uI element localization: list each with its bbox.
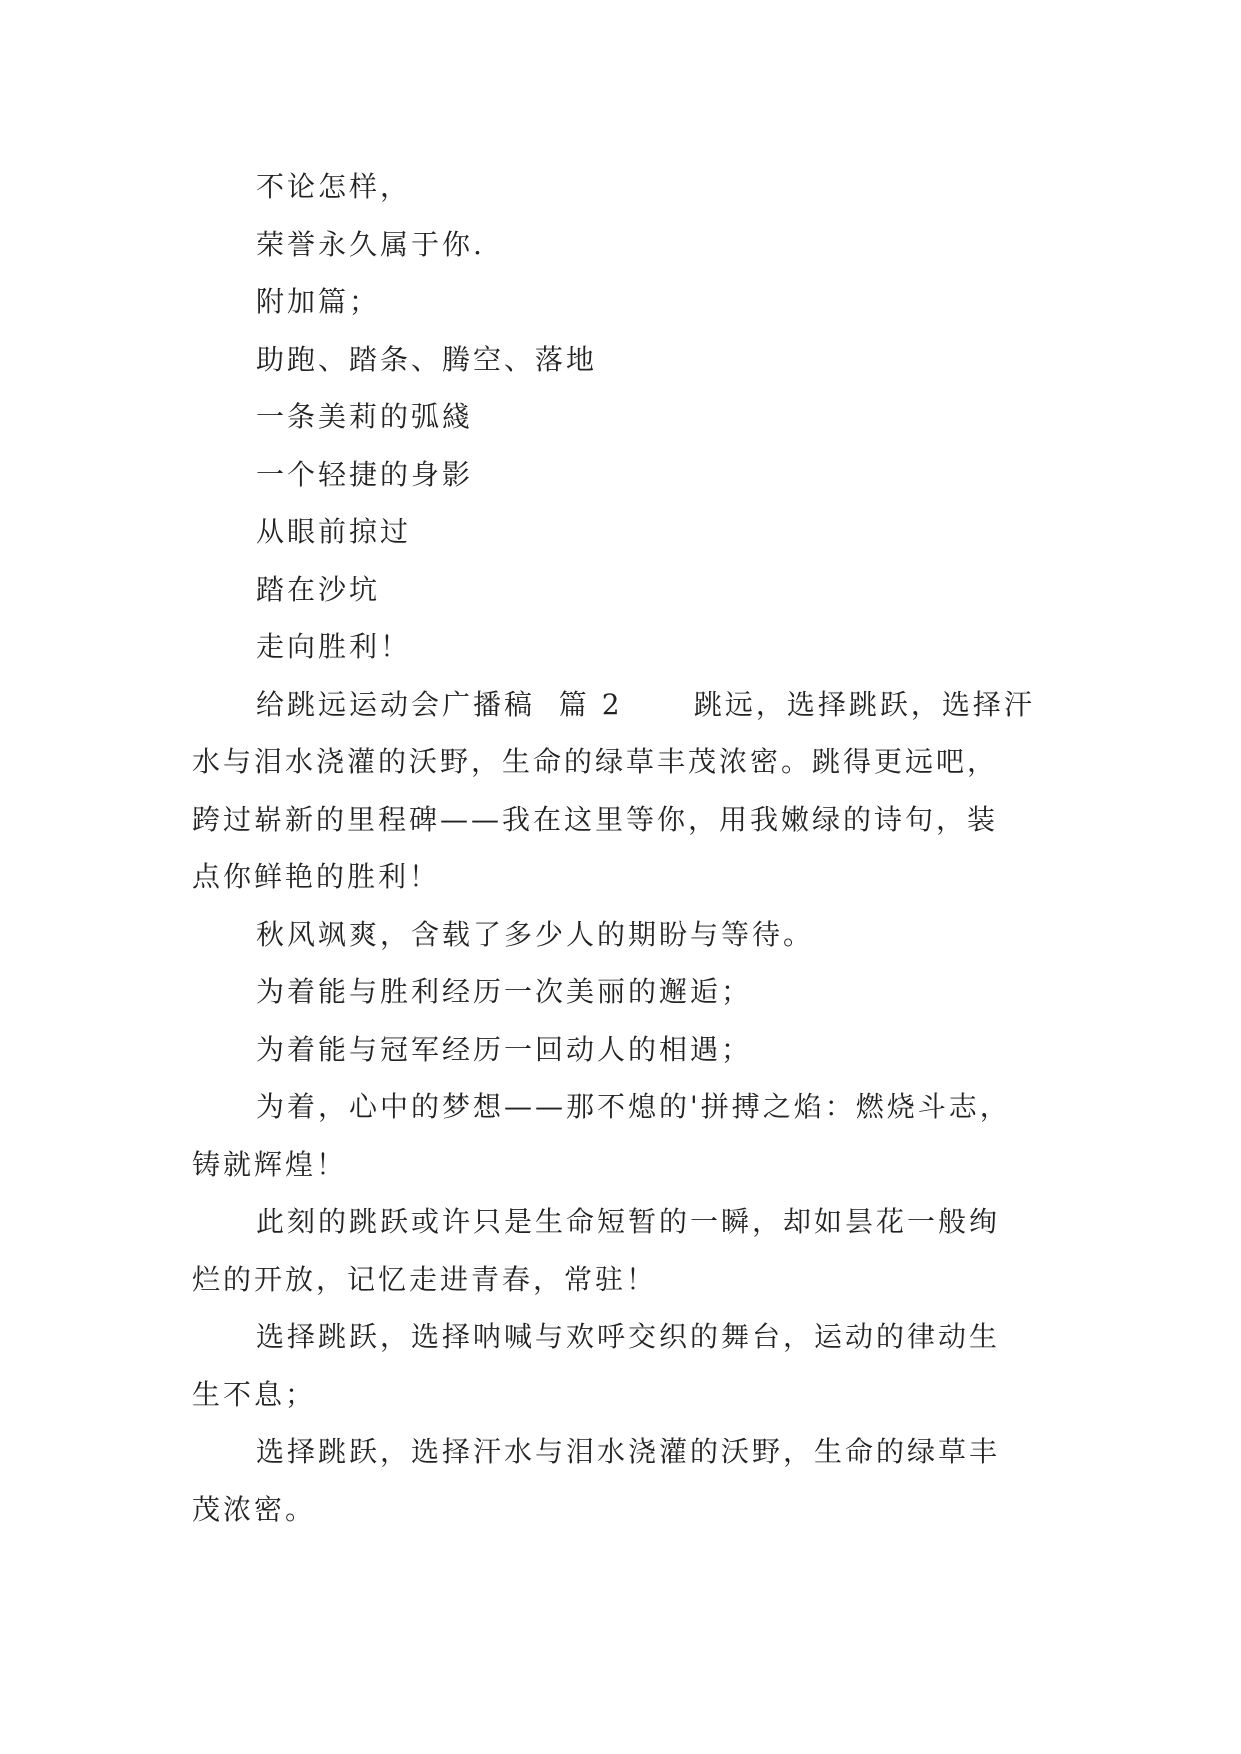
text-line: 点你鲜艳的胜利！ — [192, 860, 441, 893]
text-line: 为着，心中的梦想——那不熄的'拼搏之焰：燃烧斗志， — [256, 1090, 1011, 1123]
text-line: 不论怎样， — [256, 170, 412, 203]
text-line: 为着能与冠军经历一回动人的相遇； — [256, 1032, 753, 1066]
text-line: 生不息； — [192, 1377, 317, 1411]
text-line: 跨过崭新的里程碑——我在这里等你，用我嫩绿的诗句，装 — [192, 802, 999, 836]
text-line: 一条美莉的弧綫 — [256, 400, 474, 433]
text-line: 从眼前掠过 — [256, 515, 412, 548]
text-line: 踏在沙坑 — [256, 572, 381, 606]
text-line: 一个轻捷的身影 — [256, 457, 474, 491]
section-heading-line: 给跳远运动会广播稿 篇 2 跳远，选择跳跃，选择汗 — [256, 687, 1035, 721]
text-line: 助跑、踏条、腾空、落地 — [256, 342, 598, 376]
document-body — [192, 158, 1072, 1538]
text-line: 铸就辉煌！ — [192, 1147, 348, 1181]
text-line: 为着能与胜利经历一次美丽的邂逅； — [256, 975, 753, 1008]
text-line: 秋风飒爽，含载了多少人的期盼与等待。 — [256, 917, 815, 951]
text-line: 选择跳跃，选择呐喊与欢呼交织的舞台，运动的律动生 — [256, 1320, 1001, 1353]
text-line: 水与泪水浇灌的沃野，生命的绿草丰茂浓密。跳得更远吧， — [192, 745, 999, 778]
text-line: 附加篇； — [256, 285, 381, 318]
text-line: 此刻的跳跃或许只是生命短暂的一瞬，却如昙花一般绚 — [256, 1205, 1001, 1238]
text-line: 选择跳跃，选择汗水与泪水浇灌的沃野，生命的绿草丰 — [256, 1435, 1001, 1468]
text-line: 走向胜利！ — [256, 630, 412, 663]
text-line: 荣誉永久属于你. — [256, 227, 485, 261]
text-line: 烂的开放，记忆走进青春，常驻！ — [192, 1262, 658, 1296]
text-line: 茂浓密。 — [192, 1492, 317, 1526]
